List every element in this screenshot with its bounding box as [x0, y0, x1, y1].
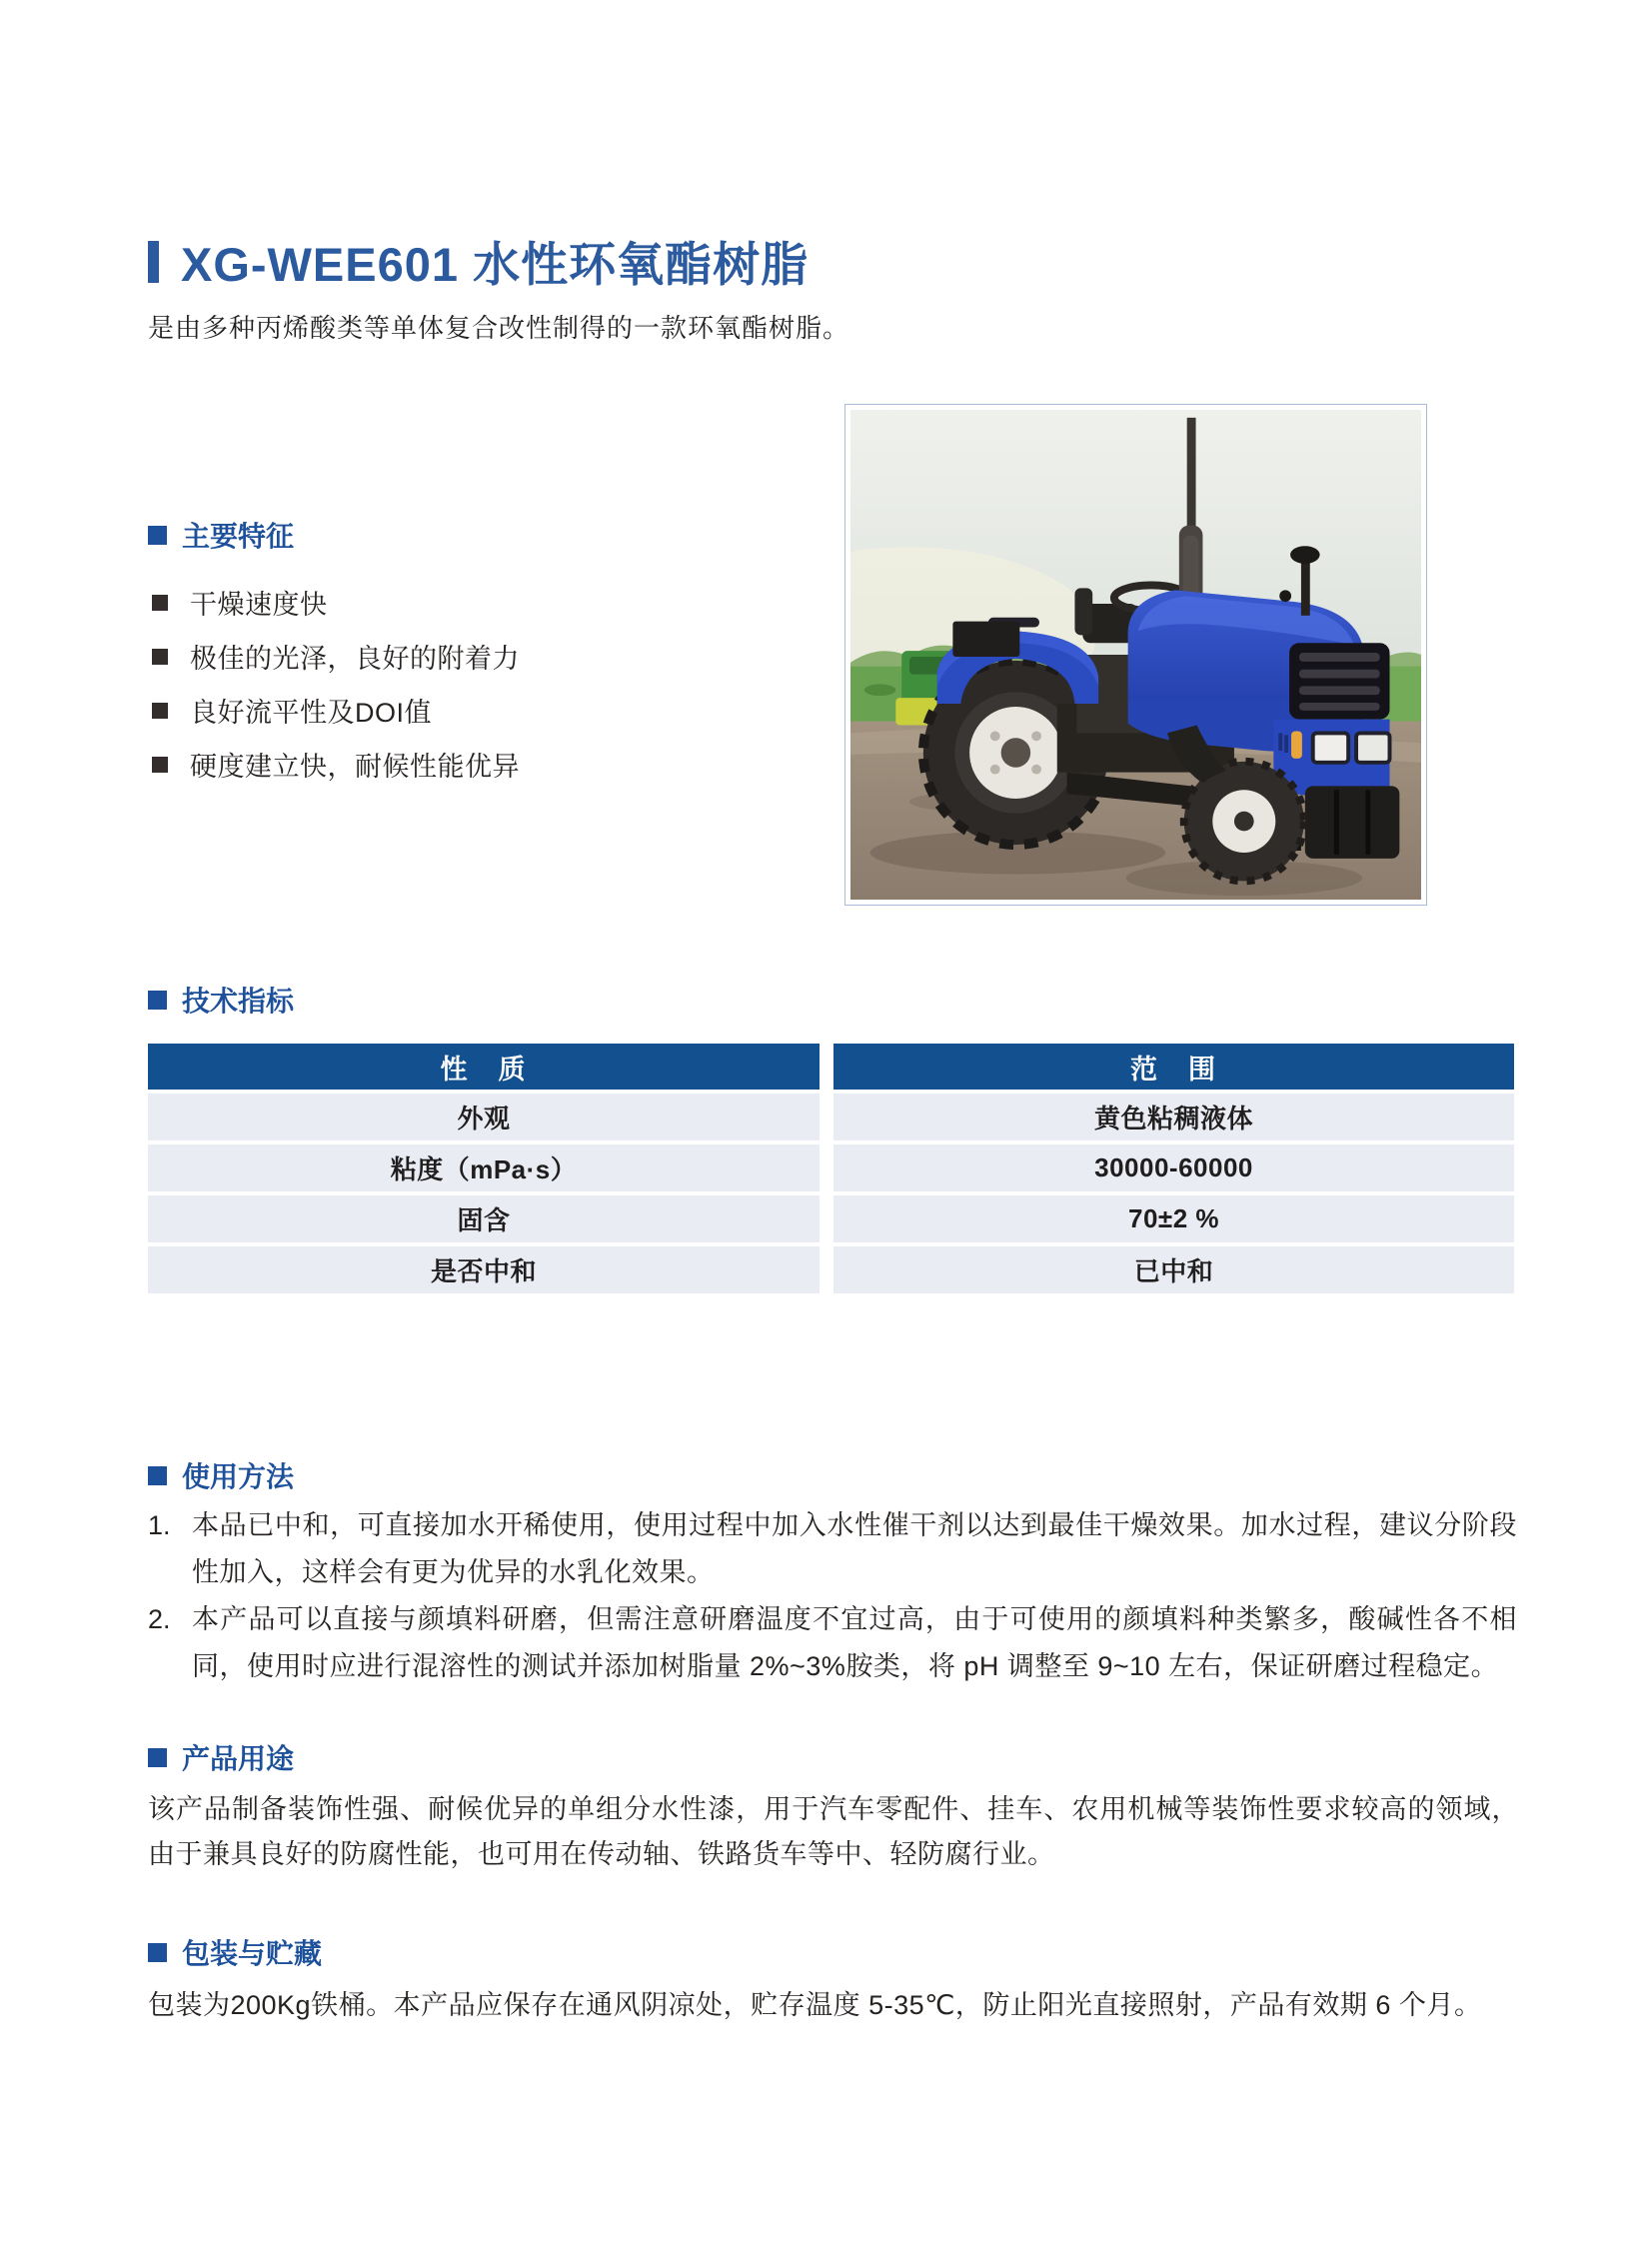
section-heading-specs — [148, 980, 294, 1020]
applications-paragraph: 该产品制备装饰性强、耐候优异的单组分水性漆，用于汽车零配件、挂车、农用机械等装饰性要求较高的领域，由于兼具良好的防腐性能，也可用在传动轴、铁路货车等中、轻防腐行业。 — [148, 1794, 1519, 1869]
section-square-icon — [148, 1748, 167, 1767]
section-heading-applications — [148, 1737, 294, 1777]
list-item — [152, 637, 520, 676]
table-cell: 外观 — [148, 1094, 820, 1140]
table-cell: 70±2 % — [833, 1195, 1514, 1242]
table-cell: 黄色粘稠液体 — [833, 1094, 1514, 1140]
table-header-range: 范 围 — [833, 1044, 1514, 1090]
specs-table — [148, 1044, 1514, 1293]
table-cell: 固含 — [148, 1195, 820, 1242]
table-cell: 是否中和 — [148, 1246, 820, 1293]
features-list — [152, 583, 520, 784]
section-square-icon — [148, 526, 167, 545]
usage-text: 本品已中和，可直接加水开稀使用，使用过程中加入水性催干剂以达到最佳干燥效果。加水过程，建议分阶段性加入，这样会有更为优异的水乳化效果。 — [192, 1510, 1517, 1587]
usage-text: 本产品可以直接与颜填料研磨，但需注意研磨温度不宜过高，由于可使用的颜填料种类繁多，酸碱性各不相同，使用时应进行混溶性的测试并添加树脂量 2%~3%胺类，将 pH 调整至 9~10 左右，保证研磨过程稳定。 — [192, 1604, 1517, 1681]
usage-heading-label: 使用方法 — [182, 1461, 295, 1492]
title-accent-bar — [148, 241, 159, 283]
feature-text: 干燥速度快 — [190, 590, 328, 620]
table-cell: 粘度（mPa·s） — [148, 1144, 820, 1191]
packaging-paragraph: 包装为200Kg铁桶。本产品应保存在通风阴凉处，贮存温度 5-35℃，防止阳光直接照射，产品有效期 6 个月。 — [148, 1990, 1482, 2020]
list-item — [152, 583, 520, 622]
applications-heading-label: 产品用途 — [182, 1743, 295, 1774]
section-heading-features — [148, 515, 294, 555]
list-item — [152, 691, 520, 730]
specs-heading-label: 技术指标 — [182, 986, 295, 1017]
section-square-icon — [148, 1466, 167, 1485]
feature-text: 硬度建立快，耐候性能优异 — [190, 752, 520, 782]
bullet-square-icon — [152, 703, 168, 719]
section-heading-usage — [148, 1455, 294, 1495]
feature-text: 良好流平性及DOI值 — [190, 698, 433, 728]
list-number: 2. — [148, 1604, 171, 1634]
packaging-heading-label: 包装与贮藏 — [182, 1938, 323, 1969]
table-cell: 已中和 — [833, 1246, 1514, 1293]
page-title: XG-WEE601 水性环氧酯树脂 — [181, 238, 810, 291]
features-heading-label: 主要特征 — [182, 521, 295, 552]
section-heading-packaging — [148, 1932, 322, 1972]
usage-list — [148, 1502, 1517, 1690]
bullet-square-icon — [152, 595, 168, 611]
table-header-property: 性 质 — [148, 1044, 820, 1090]
bullet-square-icon — [152, 757, 168, 773]
bullet-square-icon — [152, 649, 168, 665]
list-item — [152, 745, 520, 784]
tractor-photo — [844, 404, 1427, 906]
list-item — [148, 1502, 1517, 1596]
page-title-row — [148, 228, 809, 295]
list-item — [148, 1596, 1517, 1690]
feature-text: 极佳的光泽，良好的附着力 — [190, 644, 520, 674]
section-square-icon — [148, 991, 167, 1010]
list-number: 1. — [148, 1510, 171, 1540]
table-cell: 30000-60000 — [833, 1144, 1514, 1191]
section-square-icon — [148, 1943, 167, 1962]
page-subtitle: 是由多种丙烯酸类等单体复合改性制得的一款环氧酯树脂。 — [148, 313, 850, 343]
tractor-illustration — [850, 410, 1421, 900]
